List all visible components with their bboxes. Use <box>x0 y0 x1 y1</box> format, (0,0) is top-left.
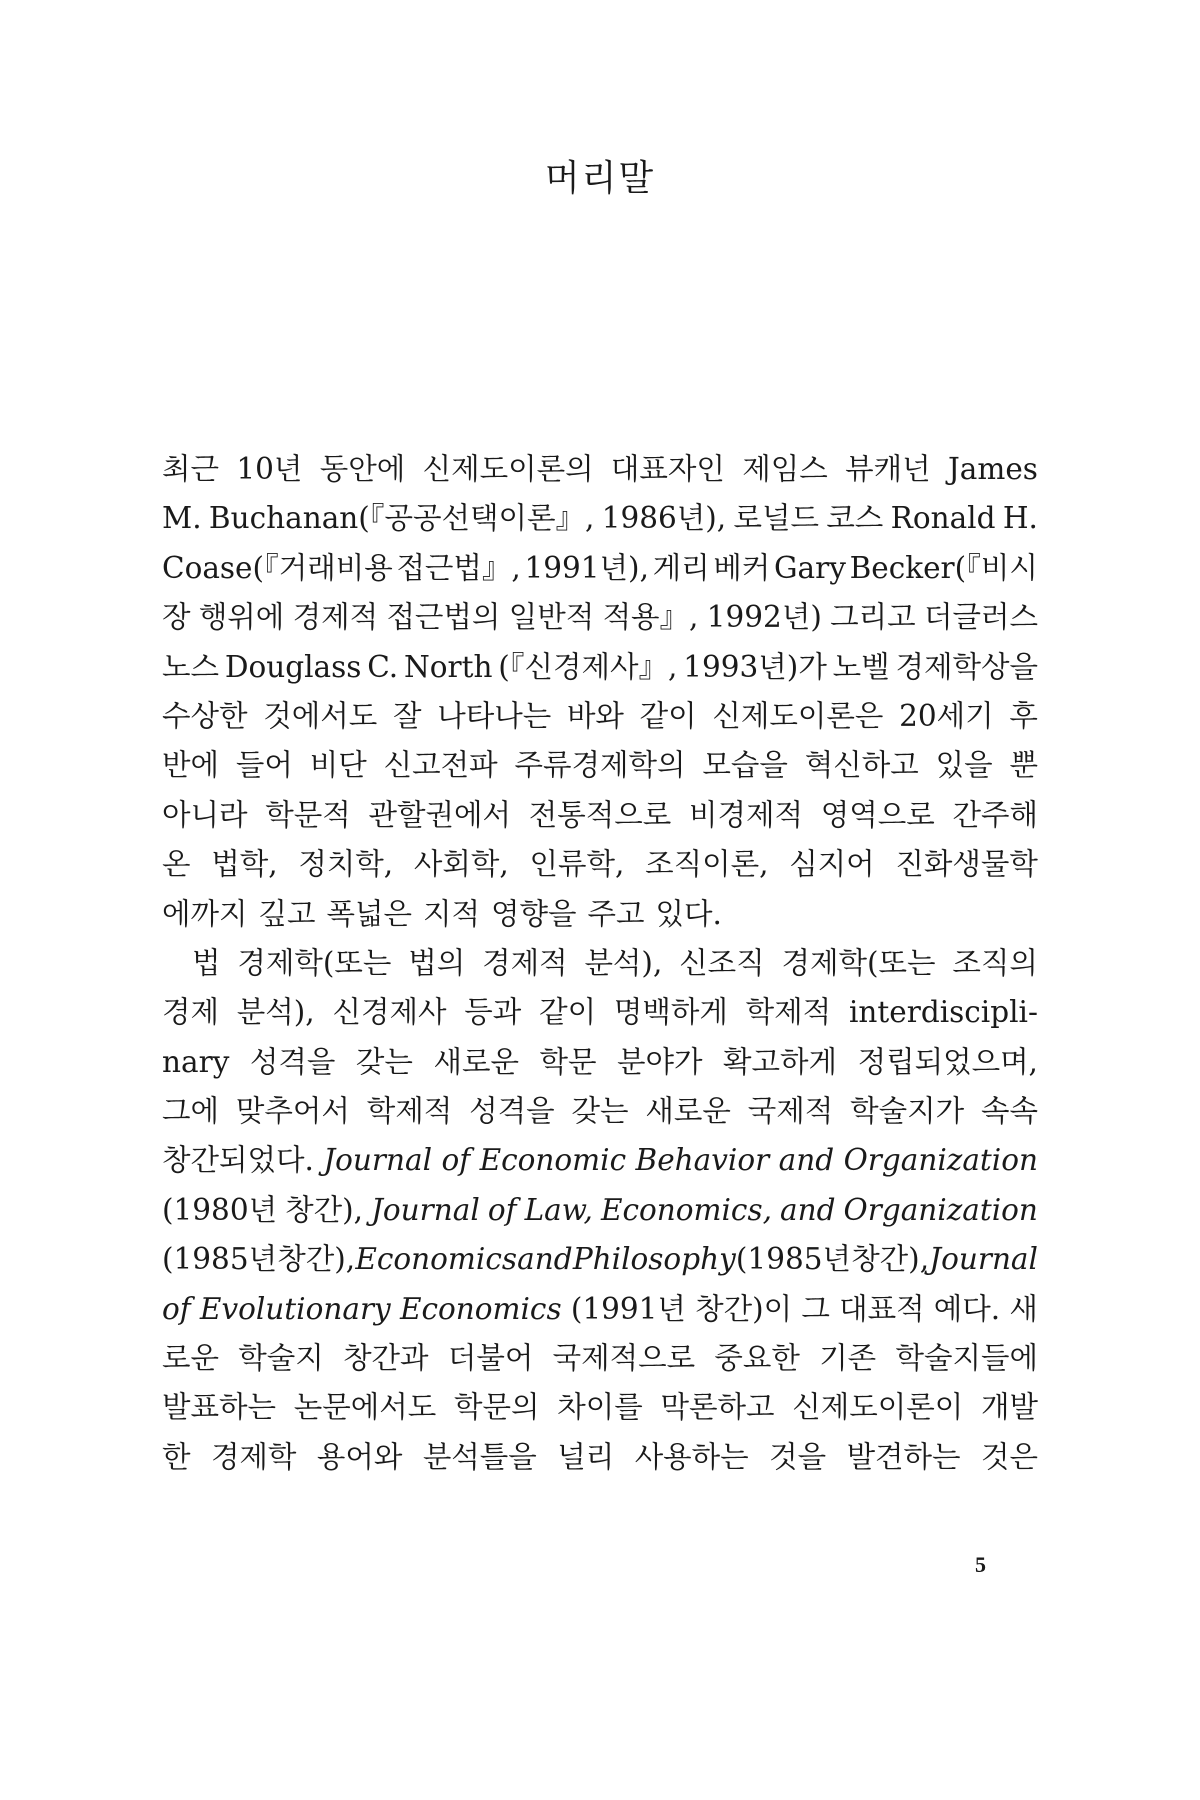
text-word: 신제도이론은 <box>712 698 884 733</box>
text-word: 창간), <box>851 1242 930 1277</box>
text-word: 나타나는 <box>437 698 552 733</box>
text-word: Douglass <box>224 649 362 684</box>
page-title: 머리말 <box>544 158 656 199</box>
text-word: 학술지가 <box>850 1094 965 1129</box>
text-word: 로운 <box>162 1341 219 1376</box>
text-word: 20세기 <box>899 698 994 733</box>
text-word: nary <box>162 1044 230 1079</box>
text-word: 있다. <box>655 896 722 931</box>
text-word: Economics, <box>600 1192 772 1227</box>
text-word: 신제도이론이 <box>792 1390 964 1425</box>
text-word: 전통적으로 <box>528 797 672 832</box>
text-word: 법학, <box>211 847 278 882</box>
text-word: 발표하는 <box>162 1390 276 1425</box>
text-word: 갖는 <box>355 1044 413 1079</box>
text-word: 새 <box>1009 1291 1038 1326</box>
text-word: 들어 <box>235 748 293 783</box>
text-word: 분야가 <box>617 1044 703 1079</box>
text-word: 등과 <box>464 995 522 1030</box>
text-word: 널리 <box>557 1439 615 1474</box>
text-word: Economic <box>479 1143 627 1178</box>
text-word: 차이를 <box>557 1390 643 1425</box>
text-word: Gary <box>773 550 846 585</box>
text-word: interdiscipli- <box>848 995 1038 1030</box>
text-word: 분석틀을 <box>422 1439 537 1474</box>
text-word: 것을 <box>769 1439 827 1474</box>
text-word: of <box>487 1192 517 1227</box>
text-word: M. <box>162 501 202 536</box>
text-word: 간주해 <box>952 797 1038 832</box>
text-line <box>162 840 1038 889</box>
text-word: 학술지 <box>238 1341 324 1376</box>
text-word: 경제학(또는 <box>237 945 392 980</box>
text-word: 1992년) <box>706 600 822 635</box>
text-word: 신조직 <box>679 945 765 980</box>
text-word: 온 <box>162 847 191 882</box>
text-line <box>162 1186 1038 1235</box>
text-word: 접근법』, <box>396 550 521 585</box>
text-word: 창간과 <box>343 1341 429 1376</box>
text-word: 신경제사 <box>332 995 447 1030</box>
text-word: 기존 <box>819 1341 877 1376</box>
text-word: Ronald <box>890 501 996 536</box>
text-word: Journal <box>323 1143 433 1178</box>
text-word: 법의 <box>408 945 466 980</box>
text-word: 조직의 <box>952 945 1038 980</box>
text-word: 그 <box>801 1291 830 1326</box>
text-word: Becker(『비시 <box>849 550 1038 585</box>
text-word: 것은 <box>981 1439 1038 1474</box>
text-word: 노스 <box>162 649 219 684</box>
text-word: 중요한 <box>714 1341 800 1376</box>
text-word: 심지어 <box>789 847 875 882</box>
text-word: 국제적으로 <box>552 1341 696 1376</box>
text-word: 한 <box>162 1439 191 1474</box>
text-line <box>162 494 1038 543</box>
text-word: 같이 <box>639 698 697 733</box>
text-word: 사용하는 <box>634 1439 749 1474</box>
text-word: 대표자인 <box>610 452 725 486</box>
text-word: 동안에 <box>319 452 406 486</box>
text-word: 정립되었으며, <box>857 1044 1038 1079</box>
text-word: 경제적 <box>292 600 379 635</box>
text-word: 발견하는 <box>846 1439 961 1474</box>
text-word: Behavior <box>635 1143 770 1178</box>
text-word: 비경제적 <box>689 797 803 832</box>
text-word: (1985년 <box>735 1242 852 1277</box>
text-word: North <box>403 649 493 684</box>
text-word: and <box>780 1192 836 1227</box>
text-word: 국제적 <box>747 1094 834 1129</box>
text-word: of <box>441 1143 471 1178</box>
text-word: 영역으로 <box>820 797 935 832</box>
text-word: 지적 <box>423 896 480 931</box>
text-line <box>162 939 1038 988</box>
text-line <box>162 1087 1038 1136</box>
text-word: Economics <box>399 1291 562 1326</box>
text-word: 논문에서도 <box>293 1390 437 1425</box>
text-line <box>162 890 1038 939</box>
text-line <box>162 445 1038 494</box>
text-word: 혁신하고 <box>804 748 919 783</box>
text-word: 반에 <box>162 748 219 783</box>
text-word: 창간), <box>277 1242 356 1277</box>
text-word: 사회학, <box>413 847 509 882</box>
text-word: 더불어 <box>447 1341 534 1376</box>
text-word: 맞추어서 <box>235 1094 350 1129</box>
text-word: Evolutionary <box>199 1291 391 1326</box>
text-word: 코스 <box>826 501 884 536</box>
text-word: 바와 <box>566 698 624 733</box>
text-word: 창간), <box>285 1192 364 1227</box>
text-word: 성격을 <box>469 1094 555 1129</box>
text-line <box>162 988 1038 1037</box>
text-word: 1993년)가 <box>683 649 827 684</box>
text-word: 최근 <box>162 452 219 486</box>
text-word: 노벨 <box>832 649 890 684</box>
text-word: 수상한 <box>162 698 248 733</box>
text-word: 깊고 <box>258 896 316 931</box>
text-word: (1991년 <box>570 1291 686 1326</box>
text-line <box>162 741 1038 790</box>
text-word: 비단 <box>309 748 367 783</box>
text-word: 신고전파 <box>383 748 498 783</box>
text-word: 그리고 <box>830 600 916 635</box>
text-word: 영향을 <box>491 896 577 931</box>
text-word: C. <box>367 649 399 684</box>
text-word: H. <box>1002 501 1038 536</box>
text-word: James <box>947 452 1038 486</box>
text-line <box>162 1334 1038 1383</box>
text-word: Philosophy <box>572 1242 736 1277</box>
text-word: 경제 <box>162 995 219 1030</box>
text-word: 진화생물학 <box>895 847 1038 882</box>
text-word: 10년 <box>236 452 303 486</box>
text-word: (1985년 <box>162 1242 278 1277</box>
text-word: 정치학, <box>298 847 394 882</box>
text-word: 예다. <box>933 1291 1001 1326</box>
text-word: 학제적 <box>745 995 832 1030</box>
text-word: 창간)이 <box>695 1291 793 1326</box>
text-line <box>162 593 1038 642</box>
text-word: and <box>778 1143 835 1178</box>
text-line <box>162 1285 1038 1334</box>
text-word: and <box>517 1242 573 1277</box>
text-word: (1980년 <box>162 1192 278 1227</box>
text-word: 뿐 <box>1009 748 1038 783</box>
text-word: 개발 <box>980 1390 1038 1425</box>
text-word: 있을 <box>935 748 993 783</box>
text-line <box>162 1433 1038 1482</box>
text-word: 게리 <box>652 550 710 585</box>
text-word: Journal <box>929 1242 1038 1277</box>
text-word: 경제학(또는 <box>781 945 936 980</box>
text-word: 접근법의 <box>386 600 501 635</box>
text-word: Economics <box>355 1242 517 1277</box>
text-word: 관할권에서 <box>368 797 511 832</box>
text-word: 베커 <box>713 550 771 585</box>
text-word: 폭넓은 <box>326 896 412 931</box>
text-word: 주류경제학의 <box>514 748 686 783</box>
text-word: 에까지 <box>162 896 248 931</box>
text-word: 경제학상을 <box>895 649 1038 684</box>
text-word: 학제적 <box>366 1094 453 1129</box>
text-word: 성격을 <box>249 1044 336 1079</box>
text-word: 더글러스 <box>923 600 1038 635</box>
text-word: (『신경제사』, <box>498 649 678 684</box>
text-line <box>162 1235 1038 1284</box>
text-word: 속속 <box>981 1094 1038 1129</box>
text-line <box>162 1383 1038 1432</box>
text-word: 대표적 <box>839 1291 925 1326</box>
text-word: 학문적 <box>265 797 351 832</box>
text-word: 제임스 <box>742 452 828 486</box>
text-word: 모습을 <box>702 748 788 783</box>
text-word: Buchanan(『공공선택이론』, <box>208 501 595 536</box>
text-word: 그에 <box>162 1094 219 1129</box>
text-word: of <box>162 1291 191 1326</box>
text-word: Journal <box>371 1192 480 1227</box>
text-word: 잘 <box>392 698 422 733</box>
text-word: 학문의 <box>454 1390 540 1425</box>
text-word: 후 <box>1009 698 1038 733</box>
text-word: 주고 <box>587 896 645 931</box>
text-line <box>162 1038 1038 1087</box>
text-word: 인류학, <box>529 847 625 882</box>
text-word: 장 <box>162 600 191 635</box>
text-word: 1991년), <box>524 550 649 585</box>
body-text <box>162 445 1038 1482</box>
text-word: 학문 <box>539 1044 597 1079</box>
text-word: 경제학 <box>210 1439 297 1474</box>
text-word: 용어와 <box>316 1439 403 1474</box>
text-line <box>162 791 1038 840</box>
text-word: Organization <box>843 1192 1038 1227</box>
text-line <box>162 1136 1038 1185</box>
text-word: 신제도이론의 <box>422 452 594 486</box>
text-line <box>162 544 1038 593</box>
text-word: 막론하고 <box>660 1390 775 1425</box>
text-word: 조직이론, <box>645 847 769 882</box>
text-word: 법 <box>192 945 221 980</box>
text-word: 뷰캐넌 <box>845 452 931 486</box>
text-word: 분석), <box>236 995 315 1030</box>
text-word: 아니라 <box>162 797 248 832</box>
text-word: 것에서도 <box>263 698 378 733</box>
text-word: 분석), <box>584 945 663 980</box>
text-word: 창간되었다. <box>162 1143 314 1178</box>
text-word: 경제적 <box>482 945 568 980</box>
text-line <box>162 692 1038 741</box>
text-word: 새로운 <box>645 1094 731 1129</box>
text-word: Organization <box>843 1143 1038 1178</box>
text-word: 1986년), <box>601 501 727 536</box>
page-number: 5 <box>975 1552 986 1577</box>
text-word: 새로운 <box>433 1044 519 1079</box>
text-word: 로널드 <box>733 501 819 536</box>
text-word: 일반적 <box>508 600 595 635</box>
text-word: 적용』, <box>602 600 699 635</box>
text-word: 명백하게 <box>613 995 728 1030</box>
text-word: 같이 <box>539 995 597 1030</box>
text-word: Law, <box>524 1192 593 1227</box>
text-word: 갖는 <box>571 1094 629 1129</box>
text-word: 학술지들에 <box>895 1341 1038 1376</box>
text-word: Coase(『거래비용 <box>162 550 393 585</box>
text-word: 확고하게 <box>723 1044 838 1079</box>
text-line <box>162 643 1038 692</box>
text-word: 행위에 <box>198 600 285 635</box>
